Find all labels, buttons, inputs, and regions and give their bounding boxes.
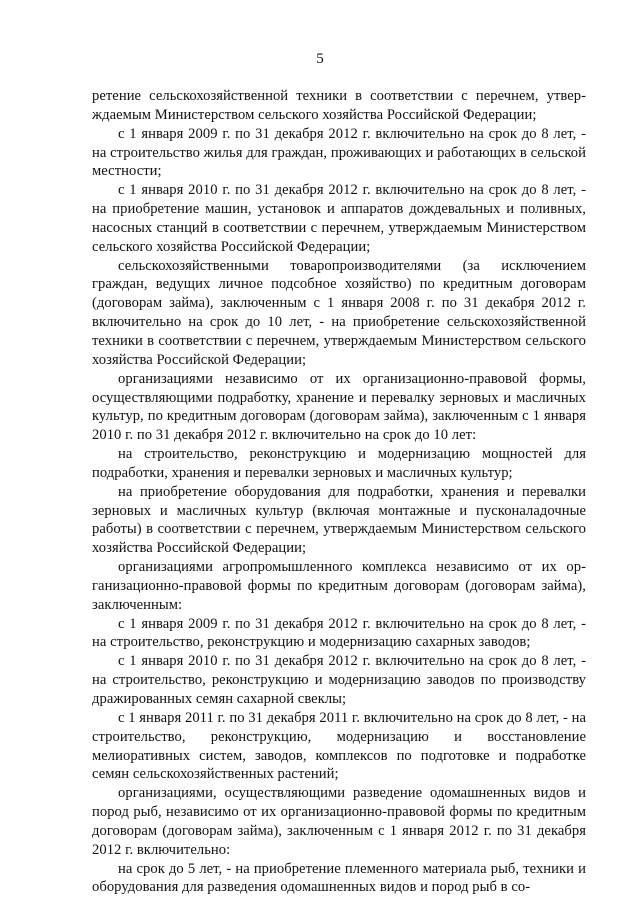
paragraph-8: организациями агропромышленного комплекса независимо от их организационно-правовой формы по кредитным договорам (договорам займа), заключенным: xyxy=(92,559,586,613)
paragraph-12: организациями, осуществляющими разведение одомашненных видов и пород рыб, независимо от их организационно-правовой формы по кредитным договорам (договорам займа), заключенным с 1 января 2012 г. по 31 декабря 2012 г. включительно: xyxy=(92,785,586,858)
paragraph-1: ретение сельскохозяйственной техники в соответствии с перечнем, утверждаемым Министерством сельского хозяйства Российской Федерации; xyxy=(92,88,586,123)
paragraph-9: с 1 января 2009 г. по 31 декабря 2012 г. включительно на срок до 8 лет, - на строительство, реконструкцию и модернизацию сахарных заводов; xyxy=(92,615,586,651)
paragraph-6: на строительство, реконструкцию и модернизацию мощностей для подработки, хранения и перевалки зерновых и масличных культур; xyxy=(92,446,586,481)
paragraph-3: с 1 января 2010 г. по 31 декабря 2012 г. включительно на срок до 8 лет, - на приобретение машин, установок и аппаратов дождевальных и поливных, насосных станций в соответствии с перечнем, утверждаемым Министерством сельского хозяйства Российской Федерации; xyxy=(92,182,586,255)
document-body xyxy=(92,87,586,897)
paragraph-5: организациями независимо от их организационно-правовой формы, осуществляющими подработку, хранение и перевалку зерновых и масличных культур, по кредитным договорам (договорам займа), заключенным с 1 января 2010 г. по 31 декабря 2012 г. включительно на срок до 10 лет: xyxy=(92,370,586,444)
paragraph-10: с 1 января 2010 г. по 31 декабря 2012 г. включительно на срок до 8 лет, - на строительство, реконструкцию и модернизацию заводов по производству дражированных семян сахарной свеклы; xyxy=(92,653,586,707)
paragraph-2: с 1 января 2009 г. по 31 декабря 2012 г. включительно на срок до 8 лет, - на строительство жилья для граждан, проживающих и работающих в сельской местности; xyxy=(92,125,586,180)
paragraph-4: сельскохозяйственными товаропроизводителями (за исключением граждан, ведущих личное подсобное хозяйство) по кредитным договорам (договорам займа), заключенным с 1 января 2008 г. по 31 декабря 2012 г. включительно на срок до 10 лет, - на приобретение сельскохозяйственной техники в соответствии с перечнем, утверждаемым Министерством сельского хозяйства Российской Федерации; xyxy=(92,257,586,368)
paragraph-7: на приобретение оборудования для подработки, хранения и перевалки зерновых и масличных культур (включая монтажные и пусконаладочные работы) в соответствии с перечнем, утверждаемым Министерством сельского хозяйства Российской Федерации; xyxy=(92,483,586,557)
paragraph-11: с 1 января 2011 г. по 31 декабря 2011 г. включительно на срок до 8 лет, - на строительство, реконструкцию, модернизацию и восстановление мелиоративных систем, заводов, комплексов по подготовке и подработке семян сельскохозяйственных растений; xyxy=(92,709,586,783)
page-number: 5 xyxy=(316,51,324,67)
paragraph-13: на срок до 5 лет, - на приобретение племенного материала рыб, техники и оборудования для разведения одомашненных видов и пород рыб в со- xyxy=(92,860,586,896)
